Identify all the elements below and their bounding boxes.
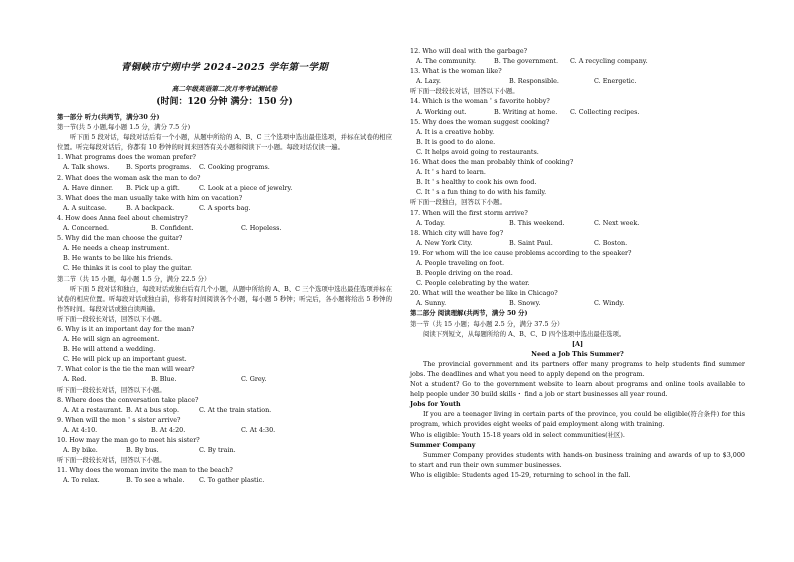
question-8: 8. Where does the conversation take place?	[57, 395, 199, 404]
option-c: C. It＇s a fun thing to do with his family.	[416, 188, 547, 197]
question-3: 3. What does the man usually take with him on vacation?	[57, 193, 243, 202]
question-16: 16. What does the man probably think of cooking?	[410, 158, 574, 167]
options-14	[410, 107, 745, 117]
option-b: B. At 4:20.	[151, 425, 186, 434]
option-c: C. Grey.	[241, 375, 267, 384]
option-c: C. Hopeless.	[241, 224, 282, 233]
exam-time-info: (时间：120 分钟 满分：150 分)	[156, 97, 293, 107]
question-5: 5. Why did the man choose the guitar?	[57, 234, 183, 243]
option-b: B. Snowy.	[509, 299, 541, 308]
question-9: 9. When will the mon＇s sister arrive?	[57, 415, 181, 424]
options-20	[410, 298, 745, 308]
passage-paragraph: Who is eligible: Students aged 15-29, returning to school in the fall.	[410, 470, 631, 479]
option-b: B. People driving on the road.	[416, 269, 513, 278]
exam-title: 青铜峡市宁朔中学 2024–2025 学年第一学期	[120, 62, 329, 73]
option-c: C. Cooking programs.	[199, 163, 270, 172]
option-c: C. Collecting recipes.	[570, 107, 640, 116]
question-4: 4. How does Anna feel about chemistry?	[57, 213, 188, 222]
option-b: B. At a bus stop.	[126, 405, 180, 414]
option-c: C. He will pick up an important guest.	[63, 355, 187, 364]
options-17	[410, 218, 745, 228]
part2-title: 第二部分 阅读理解(共两节，满分 50 分)	[410, 309, 528, 318]
option-b: B. Writing at home.	[494, 107, 558, 116]
option-b: B. This weekend.	[509, 218, 565, 227]
option-a: A. Concerned.	[63, 224, 109, 233]
passage-paragraph: If you are a teenager living in certain parts of the province, you could be eligible(符合条件) for this program, which provides eight weeks of paid employment along with training.	[410, 410, 745, 429]
jobs-heading: Jobs for Youth	[410, 400, 461, 409]
option-a: A. Sunny.	[416, 299, 447, 308]
summer-heading: Summer Company	[410, 440, 476, 449]
option-a: A. The community.	[416, 57, 477, 66]
passage-label: [A]	[571, 339, 583, 348]
part1-title: 第一部分 听力(共两节，满分30 分)	[57, 113, 160, 121]
options-10	[57, 445, 392, 455]
option-b: B. The government.	[494, 57, 559, 66]
options-9	[57, 425, 392, 435]
option-a: A. People traveling on foot.	[416, 258, 505, 267]
option-b: B. By bus.	[126, 446, 159, 455]
listen-instruction: 听下面一段较长对话，回答以下小题。	[57, 385, 166, 394]
option-c: C. At the train station.	[199, 405, 272, 414]
option-a: A. At a restaurant.	[63, 405, 123, 414]
option-b: B. Responsible.	[509, 77, 559, 86]
option-b: B. He wants to be like his friends.	[63, 254, 173, 263]
options-8	[57, 405, 392, 415]
option-b: B. Sports programs.	[126, 163, 192, 172]
question-17: 17. When will the first storm arrive?	[410, 208, 528, 217]
option-c: C. Boston.	[594, 238, 628, 247]
option-c: C. People celebrating by the water.	[416, 279, 530, 288]
option-a: A. He needs a cheap instrument.	[63, 244, 170, 253]
question-1: 1. What programs does the woman prefer?	[57, 153, 196, 162]
option-c: C. A recycling company.	[570, 57, 648, 66]
sec2-title: 第二节（共 15 小题，每小题 1.5 分，满分 22.5 分）	[57, 274, 211, 283]
option-a: A. He will sign an agreement.	[63, 335, 160, 344]
left-column	[57, 46, 392, 485]
question-6: 6. Why is it an important day for the man?	[57, 324, 195, 333]
option-a: A. Talk shows.	[63, 163, 110, 172]
option-c: C. Windy.	[594, 299, 625, 308]
option-c: C. At 4:30.	[241, 425, 276, 434]
option-a: A. It＇s hard to learn.	[416, 168, 486, 177]
question-20: 20. What will the weather be like in Chicago?	[410, 289, 558, 298]
option-a: A. A suitcase.	[63, 203, 107, 212]
listen-instruction: 听下面一段较长对话，回答以下小题。	[57, 314, 166, 323]
option-a: A. Working out.	[416, 107, 467, 116]
option-b: B. He will attend a wedding.	[63, 345, 156, 354]
option-a: A. By bike.	[63, 446, 98, 455]
question-7: 7. What color is the tie the man will wear?	[57, 365, 195, 374]
sec2-instructions: 听下面 5 段对话和独白，每段对话或独白后有几个小题，从题中所给的 A、B、C 三个选项中选出最佳选项并标在试卷的相应位置。听每段对话或独白前，你将有时间阅读各个小题，每小题 5 秒钟；听完后，各小题将给出 5 秒钟的作答时间。每段对话或独白读两遍。	[57, 284, 392, 313]
option-b: B. To see a whale.	[126, 476, 185, 485]
passage-paragraph: Not a student? Go to the government website to learn about programs and online tools available to help people under 30 build skills・ find a job or start businesses all year round.	[410, 380, 745, 399]
option-b: B. Pick up a gift.	[126, 183, 180, 192]
question-12: 12. Who will deal with the garbage?	[410, 47, 528, 55]
option-a: A. Lazy.	[416, 77, 441, 86]
option-b: B. It＇s healthy to cook his own food.	[416, 178, 537, 187]
option-a: A. New York City.	[416, 238, 473, 247]
options-12	[410, 56, 745, 66]
option-a: A. To relax.	[63, 476, 100, 485]
passage-paragraph: The provincial government and its partners offer many programs to help students find summer jobs. The deadlines and what you need to apply depend on the program.	[410, 359, 745, 378]
right-column	[410, 46, 745, 480]
question-19: 19. For whom will the ice cause problems according to the speaker?	[410, 248, 632, 257]
options-7	[57, 374, 392, 384]
options-11	[57, 475, 392, 485]
option-b: B. It is good to do alone.	[416, 137, 496, 146]
listen-instruction: 听下面一段较长对话，回答以下小题。	[410, 87, 519, 96]
options-18	[410, 238, 745, 248]
sec1-title: 第一节(共 5 小题,每小题 1.5 分，满分 7.5 分)	[57, 123, 191, 132]
option-b: B. Confident.	[151, 224, 194, 233]
listen-instruction: 听下面一段独白，回答以下小题。	[410, 198, 506, 207]
question-18: 18. Which city will have fog?	[410, 228, 504, 237]
question-11: 11. Why does the woman invite the man to the beach?	[57, 466, 233, 475]
options-1	[57, 162, 392, 172]
exam-subtitle: 高二年级英语第二次月考考试测试卷	[171, 85, 278, 93]
option-a: A. At 4:10.	[63, 425, 98, 434]
question-15: 15. Why does the woman suggest cooking?	[410, 117, 550, 126]
options-4	[57, 223, 392, 233]
sec1-instructions: 听下面 5 段对话，每段对话后有一个小题，从题中所给的 A、B、C 三个选项中选出最佳选项，并标在试卷的相应位置。听完每段对话后，你都有 10 秒钟的时间来回答有关小题和阅读下一小题。每段对话仅读一遍。	[57, 133, 392, 152]
option-c: C. A sports bag.	[199, 203, 251, 212]
listen-instruction: 听下面一段较长对话，回答以下小题。	[57, 456, 166, 465]
options-3	[57, 203, 392, 213]
option-c: C. He thinks it is cool to play the guitar.	[63, 264, 193, 273]
option-c: C. By train.	[199, 446, 236, 455]
reading-sec1-title: 第一节（共 15 小题；每小题 2.5 分，满分 37.5 分）	[410, 319, 564, 328]
option-a: A. Red.	[63, 375, 87, 384]
question-10: 10. How may the man go to meet his sister?	[57, 436, 200, 444]
reading-instructions: 阅读下列短文，从每题所给的 A、B、C、D 四个选项中选出最佳选项。	[423, 329, 626, 338]
option-a: A. Today.	[416, 218, 445, 227]
option-a: A. Have dinner.	[63, 183, 114, 192]
option-c: C. Look at a piece of jewelry.	[199, 183, 293, 192]
options-13	[410, 76, 745, 86]
option-b: B. Blue.	[151, 375, 177, 384]
question-13: 13. What is the woman like?	[410, 67, 502, 76]
option-a: A. It is a creative hobby.	[416, 127, 495, 136]
passage-paragraph: Who is eligible: Youth 15-18 years old in select communities(社区).	[410, 430, 625, 439]
option-c: C. It helps avoid going to restaurants.	[416, 147, 539, 156]
option-c: C. Next week.	[594, 218, 640, 227]
option-b: B. A backpack.	[126, 203, 175, 212]
question-14: 14. Which is the woman＇s favorite hobby?	[410, 97, 550, 106]
options-2	[57, 183, 392, 193]
option-c: C. To gather plastic.	[199, 476, 265, 485]
option-c: C. Energetic.	[594, 77, 637, 86]
question-2: 2. What does the woman ask the man to do?	[57, 173, 201, 182]
option-b: B. Saint Paul.	[509, 238, 553, 247]
passage-paragraph: Summer Company provides students with hands-on business training and awards of up to $3,000 to start and run their own summer businesses.	[410, 450, 745, 469]
passage-title: Need a Job This Summer?	[531, 349, 624, 358]
